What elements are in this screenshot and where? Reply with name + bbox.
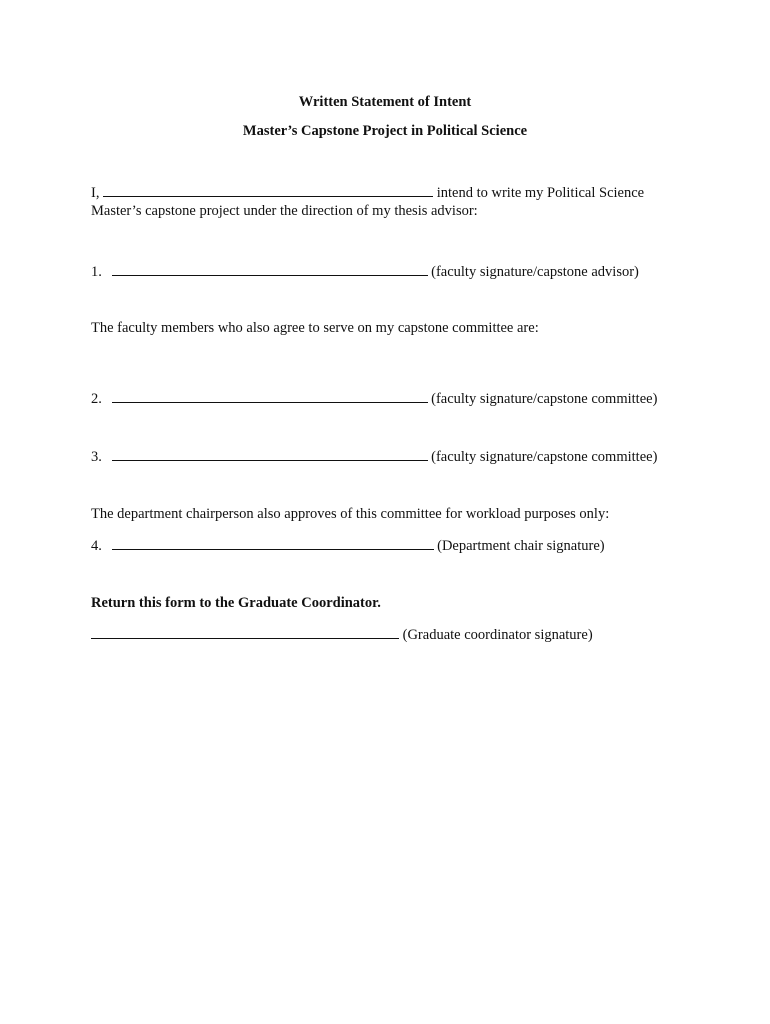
signature-row-2: [91, 388, 657, 408]
intent-line: [91, 182, 644, 202]
committee-signature-blank[interactable]: [112, 388, 428, 403]
signature-caption: (Department chair signature): [437, 538, 605, 554]
student-name-blank[interactable]: [103, 182, 433, 197]
signature-number: 3.: [91, 449, 102, 465]
signature-row-4: [91, 535, 605, 555]
coordinator-caption: (Graduate coordinator signature): [402, 627, 593, 643]
committee-intro: The faculty members who also agree to serve on my capstone committee are:: [91, 320, 539, 336]
intent-suffix: intend to write my Political Science: [436, 185, 645, 201]
signature-caption: (faculty signature/capstone committee): [431, 391, 658, 407]
advisor-signature-blank[interactable]: [112, 261, 428, 276]
return-instruction: Return this form to the Graduate Coordinator.: [91, 595, 381, 611]
intent-continuation: Master’s capstone project under the direction of my thesis advisor:: [91, 203, 478, 219]
signature-caption: (faculty signature/capstone committee): [431, 449, 658, 465]
chair-intro: The department chairperson also approves of this committee for workload purposes only:: [91, 506, 610, 522]
signature-row-3: [91, 446, 657, 466]
committee-signature-blank[interactable]: [112, 446, 428, 461]
signature-number: 2.: [91, 391, 102, 407]
signature-number: 4.: [91, 538, 102, 554]
coordinator-signature-row: [91, 624, 593, 644]
document-subtitle: Master’s Capstone Project in Political Science: [242, 123, 528, 139]
intent-prefix: I,: [91, 185, 100, 201]
signature-row-1: [91, 261, 639, 281]
signature-number: 1.: [91, 264, 102, 280]
signature-caption: (faculty signature/capstone advisor): [431, 264, 639, 280]
document-title: Written Statement of Intent: [298, 94, 472, 110]
chair-signature-blank[interactable]: [112, 535, 434, 550]
coordinator-signature-blank[interactable]: [91, 624, 399, 639]
